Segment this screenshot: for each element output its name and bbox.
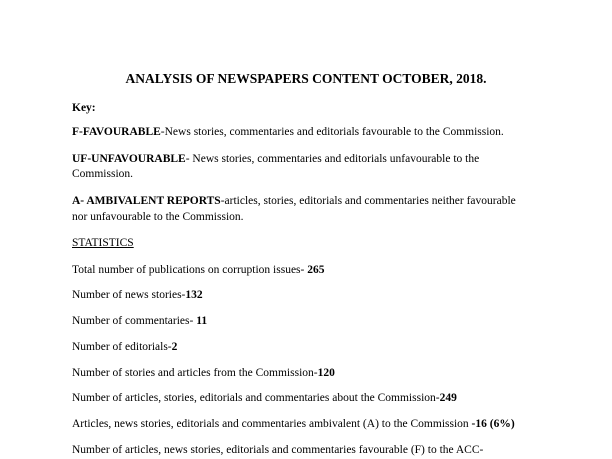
stat-item (72, 391, 457, 405)
key-ambivalent-continuation: nor unfavourable to the Commission. (72, 211, 244, 223)
key-ambivalent (72, 194, 516, 208)
key-label: Key: (72, 102, 96, 114)
key-favourable-term: F-FAVOURABLE (72, 126, 161, 138)
stat-item (72, 366, 335, 380)
document-title: ANALYSIS OF NEWSPAPERS CONTENT OCTOBER, 2018. (125, 71, 487, 86)
stat-label: Number of articles, stories, editorials and commentaries about the Commission- (72, 392, 440, 404)
stat-label: Number of stories and articles from the Commission- (72, 367, 318, 379)
stat-value: 2 (171, 341, 178, 353)
stat-value: 265 (307, 264, 325, 276)
stat-label: Total number of publications on corruption issues- (72, 264, 308, 276)
key-unfavourable-term: UF-UNFAVOURABLE (72, 153, 186, 165)
stat-item (72, 314, 207, 328)
stat-item (72, 340, 177, 354)
stat-value: 11 (196, 315, 208, 327)
stat-value: 120 (317, 367, 335, 379)
stat-label: Number of editorials- (72, 341, 172, 353)
key-unfavourable (72, 152, 479, 166)
key-ambivalent-term: A- AMBIVALENT REPORTS (72, 195, 221, 207)
stat-label: Number of articles, news stories, editorials and commentaries favourable (F) to the ACC- (72, 444, 484, 456)
stat-label: Number of commentaries- (72, 315, 197, 327)
key-favourable (72, 125, 504, 139)
stat-value: 132 (185, 289, 203, 301)
key-ambivalent-text: -articles, stories, editorials and commentaries neither favourable (220, 195, 516, 207)
stat-value: 249 (439, 392, 457, 404)
stat-label: Number of news stories- (72, 289, 186, 301)
stat-item (72, 417, 515, 431)
stat-item (72, 443, 483, 457)
key-favourable-text: -News stories, commentaries and editorials favourable to the Commission. (160, 126, 504, 138)
key-unfavourable-continuation: Commission. (72, 168, 134, 180)
stat-item (72, 263, 324, 277)
key-unfavourable-text: - News stories, commentaries and editorials unfavourable to the (185, 153, 480, 165)
stat-label: Articles, news stories, editorials and commentaries ambivalent (A) to the Commission (72, 418, 472, 430)
stat-value: -16 (6%) (471, 418, 515, 430)
statistics-heading: STATISTICS (72, 237, 134, 249)
stat-item (72, 288, 203, 302)
